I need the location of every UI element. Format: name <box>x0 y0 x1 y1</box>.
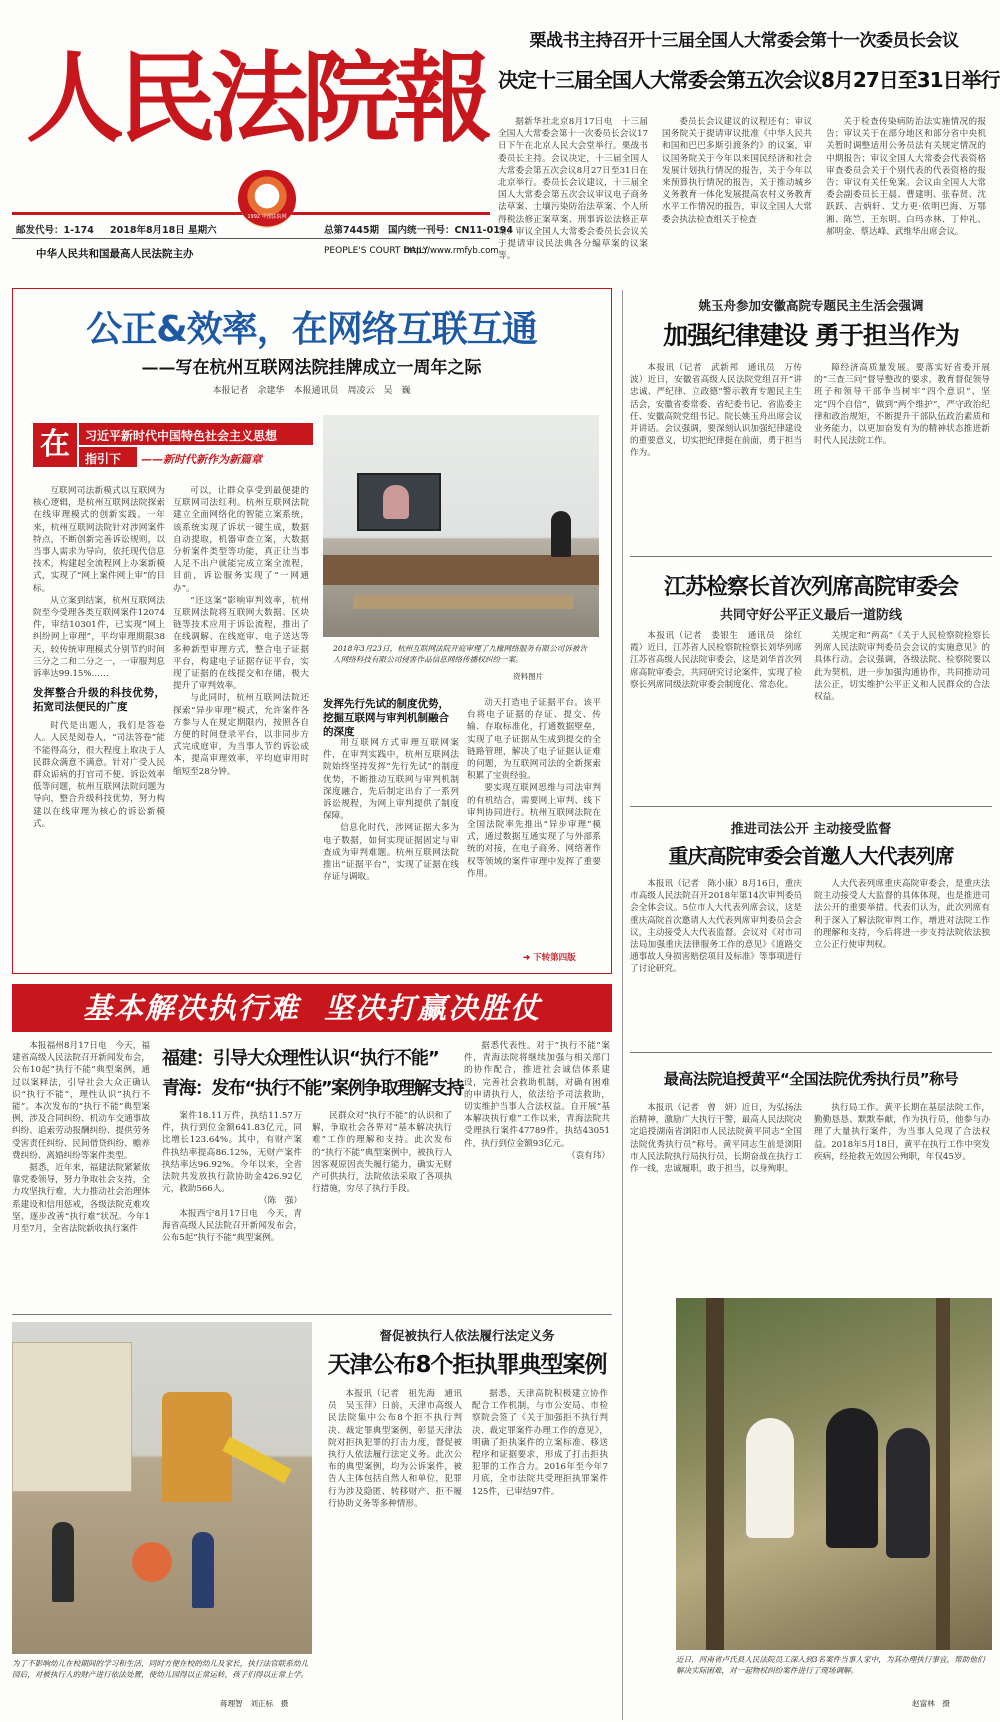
feature-col3 <box>323 737 459 963</box>
masthead-rule <box>12 238 490 239</box>
tianjin-story <box>322 1318 612 1718</box>
person-figure <box>886 1428 930 1558</box>
banner-char: 在 <box>33 423 77 467</box>
top-story-kicker: 栗战书主持召开十三届全国人大常委会第十一次委员长会议 <box>529 31 959 51</box>
paragraph: “还这案”影响审判效率，杭州互联网法院将互联网大数据、区块链等技术应用于诉讼流程，推出了在线调解、在线庭审、电子送达等多种新型审理方式，整合电子证据平台，构建电子证据存证平台，实现了证据的在线提交和存储，极大提升了审判效率。 <box>173 595 309 692</box>
execution-col4 <box>464 1040 610 1302</box>
huangping-col2 <box>814 1102 990 1288</box>
banner-line1: 习近平新时代中国特色社会主义思想 <box>85 429 278 443</box>
mediation-caption: 近日，河南省卢氏县人民法院员工深入到3名案件当事人家中，为其办理执行事宜，帮助他们解决实际困难，对一起物权纠纷案件进行了现场调解。 <box>676 1655 985 1675</box>
section-subhead-2: 发挥先行先试的制度优势，挖掘互联网与审判机制融合的深度 <box>323 698 449 738</box>
judge-bench <box>323 555 599 585</box>
jiangsu-story <box>630 560 992 802</box>
person-figure <box>52 1522 74 1602</box>
kindergarten-caption: 为了不影响幼儿在校期间的学习和生活，同时方便在校的幼儿及家长，执行法官联系幼儿园后，对被执行人的财产进行依法处置，使幼儿园得以正常运转，孩子们得以正常上学。 <box>12 1659 309 1679</box>
paragraph: 与此同时，杭州互联网法院还探索“异步审理”模式，允许案件各方参与人在规定期限内，按照各自方便的时间登录平台，以非同步方式完成庭审，为当事人节约诉讼成本，提高审理效率，平均庭审用时缩短至28分钟。 <box>173 693 309 777</box>
jiangsu-col1 <box>630 630 802 798</box>
mediation-photo <box>676 1298 992 1650</box>
continued-link[interactable]: ➜ 下转第四版 <box>523 953 576 963</box>
top-story-col2 <box>662 116 812 276</box>
tree-trunk <box>706 1298 724 1650</box>
paragraph: 据悉代表性。对于“执行不能”案件，青海法院将继续加强与相关部门的协作配合，推进社会诚信体系建设，完善社会救助机制，对确有困难的申请执行人，依法给予司法救助，切实维护当事人合法权益。自开展“基本解决执行难”工作以来，青海法院共受理执行案件47789件，执结43051件，执行到位金额93亿元。 <box>464 1041 610 1149</box>
paragraph: 本报西宁8月17日电 今天，青海省高级人民法院召开新闻发布会，公布5起“执行不能”典型案例。 <box>162 1208 302 1244</box>
top-story <box>498 8 1000 278</box>
feature-box <box>12 288 612 974</box>
huangping-headline: 最高法院追授黄平“全国法院优秀执行员”称号 <box>663 1070 959 1088</box>
qinghai-headline: 青海：发布“执行不能”案例争取理解支持 <box>162 1078 464 1099</box>
anhui-story <box>630 290 992 552</box>
paragraph: 民群众对“执行不能”的认识和了解，争取社会各界对“基本解决执行难”工作的理解和支持。此次发布的“执行不能”典型案例中，被执行人因客观原因丧失履行能力，确实无财产可供执行，法院依法采取了各项执行措施，穷尽了执行手段。 <box>312 1111 452 1195</box>
paragraph: 本报讯（记者 祖先海 通讯员 吴玉萍）日前，天津市高级人民法院集中公布8个拒不执行判决、裁定罪典型案例，彰显天津法院对拒执犯罪的打击力度，督促被执行人依法履行法定义务。此次公布的典型案例，均为公诉案件，被告人主体包括自然人和单位，犯罪行为涉及隐匿、转移财产、拒不履行协助义务等多种情形。 <box>328 1389 462 1509</box>
paragraph: 时代是出题人，我们是答卷人。人民是阅卷人，“司法答卷”能不能得高分，很大程度上取决于人民群众满意不满意。针对广受人民群众诟病的打官司不便、诉讼效率低等问题，杭州互联网法院问题为导向，整合升级科技优势，努力构建以在线审理为核心的诉讼新模式。 <box>33 721 165 829</box>
paragraph: 本报福州8月17日电 今天，福建省高级人民法院召开新闻发布会，公布10起“执行不能”典型案例，通过以案释法，引导社会大众正确认识“执行不能”，理性认识“执行不能”。本次发布的“执行不能”典型案例，涉及合同纠纷、机动车交通事故纠纷、追索劳动报酬纠纷、提供劳务受害责任纠纷、民间借贷纠纷、赡养费纠纷、离婚纠纷等案件类型。 <box>12 1041 150 1161</box>
chongqing-kicker: 推进司法公开 主动接受监督 <box>730 822 892 837</box>
issue-number: 总第7445期 <box>324 225 379 236</box>
play-structure <box>162 1392 232 1502</box>
emblem <box>238 170 296 228</box>
judge-figure <box>551 511 571 557</box>
mediation-photographer: 赵富林 摄 <box>912 1699 950 1708</box>
feature-col1 <box>33 485 165 961</box>
execution-col2 <box>162 1110 302 1302</box>
paragraph: 关规定和“两高”《关于人民检察院检察长列席人民法院审判委员会会议的实施意见》的具体行动。会议强调，各级法院、检察院要以此为契机，进一步加强沟通协作，共同推动司法公正，切实维护公平正义和人民群众的合法权益。 <box>814 631 990 703</box>
jiangsu-subhead: 共同守好公平正义最后一道防线 <box>719 608 902 623</box>
person-figure <box>192 1532 214 1608</box>
reporter-credit: （袁有玮） <box>567 1150 610 1161</box>
paragraph: 人大代表列席重庆高院审委会，是重庆法院主动接受人大监督的具体体现，也是推进司法公开的重要举措。代表们认为，此次列席有利于深入了解法院审判工作，增进对法院工作的理解和支持，今后将进一步支持法院依法独立公正行使审判权。 <box>814 879 990 951</box>
reporter-credit: （陈 强） <box>259 1196 302 1207</box>
photo-credit: 资料图片 <box>513 672 544 681</box>
photo-caption: 2018年3月23日，杭州互联网法院开庭审理了九椽网络服务有限公司诉被告人网络科技有限公司侵害作品信息网络传播权纠纷一案。 <box>333 644 588 664</box>
execution-col3 <box>312 1110 452 1302</box>
screen-face <box>383 485 409 519</box>
courtroom-photo <box>323 415 599 637</box>
jiangsu-headline: 江苏检察长首次列席高院审委会 <box>663 575 958 600</box>
paragraph: 委员长会议建议的议程还有：审议国务院关于提请审议批准《中华人民共和国和巴巴多斯引渡条约》的议案，审议国务院关于今年以来国民经济和社会发展计划执行情况的报告，关于今年以来预算执行情况的报告，关于推动城乡义务教育一体化发展提高农村义务教育水平工作情况的报告，审议全国人大常委会执法检查组关于检查 <box>662 117 812 225</box>
chongqing-headline: 重庆高院审委会首邀人大代表列席 <box>668 844 954 868</box>
paragraph: 互联网司法新模式以互联网为核心逻辑，是杭州互联网法院探索在线审理模式的创新实践。一年来，杭州互联网法院针对涉网案件特点，不断创新完善诉讼规则，以当事人需求为导向，依托现代信息技术，构建起全流程网上办案新模式，实现了“网上案件网上审”的目标。 <box>33 486 165 594</box>
paragraph: 动天打造电子证据平台。该平台将电子证据的存证、提交、传输、存取标准化，打通数据壁垒，实现了电子证据从生成到提交的全链路管理，解决了电子证据认证难的问题，为互联网司法的全新探索积累了宝贵经验。 <box>467 698 601 782</box>
person-figure <box>826 1408 878 1548</box>
tianjin-headline: 天津公布8个拒执罪典型案例 <box>327 1352 607 1378</box>
paragraph: 据悉，天津高院积极建立协作配合工作机制，与市公安局、市检察院会签了《关于加强拒不执行判决、裁定罪案件办理工作的意见》，明确了拒执案件的立案标准、移送程序和证据要求，形成了打击拒执犯罪的工作合力。2016年至今年7月底，全市法院共受理拒执罪案件125件，已审结97件。 <box>472 1389 608 1497</box>
execution-banner <box>12 984 612 1032</box>
emblem-text: 1992 中国法院网 <box>247 214 287 220</box>
paragraph: 本报讯（记者 陈小康）8月16日，重庆市高级人民法院召开2018年第14次审判委员会全体会议。5位市人大代表列席会议，这是重庆高院首次邀请人大代表列席审判委员会会议，主动接受人大代表监督。会议对《对市司法局加强重庆法律服务工作的意见》《道路交通事故人身损害赔偿项目及标准》等事项进行了讨论研究。 <box>630 879 802 975</box>
newspaper-logo: 人民法院報 <box>26 41 487 156</box>
anhui-kicker: 姚玉舟参加安徽高院专题民主生活会强调 <box>698 298 924 313</box>
paragraph: 关于检查传染病防治法实施情况的报告；审议关于在部分地区和部分省中央机关暂时调整适用公务员法有关规定情况的中期报告；审议全国人大常委会代表资格审查委员会关于个别代表的代表资格的报告；审议有关任免案。会议由全国人大常委会副委员长王晨、曹建明、张春贤、沈跃跃、吉炳轩、艾力更·依明巴海、万鄂湘、陈竺、王东明、白玛赤林、丁仲礼、郝明金、蔡达峰、武维华出席会议。 <box>826 117 986 237</box>
sponsor: 中华人民共和国最高人民法院主办 <box>36 248 194 260</box>
paragraph: 可以，让群众享受到最便捷的互联网司法红利。杭州互联网法院建立全面网络化的智能立案系统，该系统实现了诉状一键生成，数据自动提取，机器审查立案，大数据分析案件类型等功能，真正让当事人足不出户就能完成立案全流程，目前，诉讼服务实现了“一网通办”。 <box>173 486 309 594</box>
paragraph: 本报讯（记者 武新邦 通讯员 万传波）近日，安徽省高级人民法院党组召开“讲忠诚、严纪律、立政德”警示教育专题民主生活会，安徽省委常委、省纪委书记、省监委主任、安徽高院党组书记、院长姚玉舟出席会议并讲话。会议强调，要深刻认识加强纪律建设的重要意义，切实把纪律挺在前面，勇于担当作为。 <box>630 363 802 459</box>
paragraph: 本报讯（记者 娄银生 通讯员 徐红霞）近日，江苏省人民检察院检察长刘华列席江苏省高级人民法院审委会，这是刘华首次列席高院审委会，共同研究讨论案件，实现了检察长列席同级法院审委会制度化、常态化。 <box>630 631 802 690</box>
anhui-col2 <box>814 362 990 548</box>
divider <box>630 806 992 807</box>
date-line: 2018年8月18日 星期六 <box>110 225 217 236</box>
tianjin-col2 <box>472 1388 608 1710</box>
english-name: PEOPLE'S COURT DAILY <box>324 246 429 256</box>
continued-text: 下转第四版 <box>533 953 576 963</box>
paragraph: 案件18.11万件，执结11.57万件，执行到位金额641.83亿元，同比增长123.64%。其中，有财产案件执结率提高86.12%，无财产案件执结率达96.92%。今年以来，全省法院共发放执行款协助金426.92亿元，救助566人。 <box>162 1111 302 1195</box>
tree-trunk <box>936 1298 950 1650</box>
anhui-headline: 加强纪律建设 勇于担当作为 <box>663 321 959 350</box>
execution-story <box>12 1038 612 1308</box>
paragraph: 要实现互联网思维与司法审判的有机结合，需要网上审判、线下审判协同进行。杭州互联网法院在全国法院率先推出“异步审理”模式，通过数据互通实现了与外部系统的对接，在电子商务、网络著作权等领域的案件审理中发挥了重要作用。 <box>467 783 601 879</box>
slide <box>222 1437 291 1484</box>
paragraph: 从立案到结案，杭州互联网法院至今受理各类互联网案件12074件，审结10301件，已实现“网上纠纷网上审理”，平均审理期限38天，较传统审理模式分别节约时间三分之二和二分之一，一审服判息诉率达99.15%…… <box>33 595 165 680</box>
paragraph: 障经济高质量发展。要落实好省委开展的“三查三问”督导整改的要求，教育督促领导班子和领导干部争当树牢“四个意识”、坚定“四个自信”，做到“两个维护”，严守政治纪律和政治规矩，不断提升干部队伍政治素质和业务能力，以更加奋发有为的精神状态推进新时代人民法院工作。 <box>814 363 990 447</box>
execution-col1 <box>12 1040 150 1302</box>
website-link[interactable]: http://www.rmfyb.com <box>404 246 499 256</box>
issn: 国内统一刊号：CN11-0194 <box>388 225 514 236</box>
anhui-col1 <box>630 362 802 548</box>
divider <box>630 556 992 557</box>
paragraph: 据新华社北京8月17日电 十三届全国人大常委会第十一次委员长会议17日下午在北京人民大会堂举行。栗战书委员长主持。会议决定，十三届全国人大常委会第五次会议8月27日至31日在北京举行。委员长会议建议，十三届全国人大常委会第五次会议审议电子商务法草案、土壤污染防治法草案、个人所得税法修正案草案、刑事诉讼法修正草案；审议全国人大常委会委员长会议关于提请审议民法典各分编草案的议案等。 <box>498 117 648 262</box>
top-story-col1 <box>498 116 648 276</box>
person-figure <box>746 1418 794 1538</box>
top-story-headline: 决定十三届全国人大常委会第五次会议8月27日至31日举行 <box>498 68 1000 92</box>
tianjin-col1 <box>328 1388 462 1710</box>
chongqing-col2 <box>814 878 990 1044</box>
paragraph: 信息化时代，涉网证据大多为电子数据，如何实现证据固定与审查成为审判难题。杭州互联网法院推出“证据平台”，实现了证据在线存证与调取。 <box>323 823 459 883</box>
feature-headline: 公正&效率，在网络互联互通 <box>86 309 537 350</box>
feature-col4 <box>467 697 601 945</box>
section-subhead: 发挥整合升级的科技优势，拓宽司法便民的广度 <box>33 687 165 714</box>
feature-byline: 本报记者 余建华 本报通讯员 周凌云 吴 巍 <box>212 386 411 396</box>
paragraph: 据悉，近年来，福建法院紧紧依靠党委领导，努力争取社会支持，全力攻坚执行难，大力推动社会治理体系建设和信用惩戒，各级法院克难攻坚、逐步改善“执行难”状况。今年1月至7月，全省法院新收执行案件 <box>12 1163 150 1235</box>
play-ball <box>132 1542 172 1582</box>
emblem-icon <box>258 183 276 203</box>
feature-subhead: ——写在杭州互联网法院挂牌成立一周年之际 <box>141 358 482 378</box>
huangping-col1 <box>630 1102 802 1288</box>
paragraph: 用互联网方式审理互联网案件，在审判实践中，杭州互联网法院始终坚持发挥“先行先试”的制度优势，不断推动互联网与审判机制深度融合，先后制定出台了一系列诉讼规程，为网上审判提供了制度保障。 <box>323 738 459 822</box>
top-story-col3 <box>826 116 986 276</box>
jiangsu-col2 <box>814 630 990 798</box>
desk-row <box>353 595 573 609</box>
paragraph: 本报讯（记者 曾 妍）近日，为弘扬法治精神，激励广大执行干警，最高人民法院决定追授湖南省浏阳市人民法院黄平同志“全国法院优秀执行员”称号。黄平同志生前是浏阳市人民法院执行局执行员，长期奋战在执行工作一线，忠诚履职，敢于担当，以身殉职。 <box>630 1103 802 1175</box>
banner-slogan: ——新时代新作为新篇章 <box>141 453 262 466</box>
chongqing-story <box>630 810 992 1048</box>
banner-line2: 指引下 <box>85 452 122 466</box>
kindergarten-photographer: 蒋理智 刘正标 摄 <box>220 1699 289 1708</box>
tianjin-kicker: 督促被执行人依法履行法定义务 <box>379 1328 555 1343</box>
chongqing-col1 <box>630 878 802 1044</box>
divider <box>630 1052 992 1053</box>
divider <box>12 1314 612 1315</box>
right-col-divider <box>622 290 623 1720</box>
masthead <box>12 10 514 275</box>
huangping-story <box>630 1056 992 1292</box>
postal-code: 邮发代号：1-174 <box>16 225 94 236</box>
paragraph: 执行局工作。黄平长期在基层法院工作，勤勤恳恳、默默奉献，作为执行员，他参与办理了大量执行案件，为当事人兑现了合法权益。2018年5月18日，黄平在执行工作中突发疾病，经抢救无效因公殉职，年仅45岁。 <box>814 1103 990 1162</box>
fujian-headline: 福建：引导大众理性认识“执行不能” <box>162 1048 439 1069</box>
theme-banner <box>33 419 313 475</box>
execution-banner-text: 基本解决执行难 坚决打赢决胜仗 <box>82 991 542 1025</box>
kindergarten-photo <box>12 1322 312 1654</box>
building <box>12 1342 132 1492</box>
feature-col2 <box>173 485 309 961</box>
